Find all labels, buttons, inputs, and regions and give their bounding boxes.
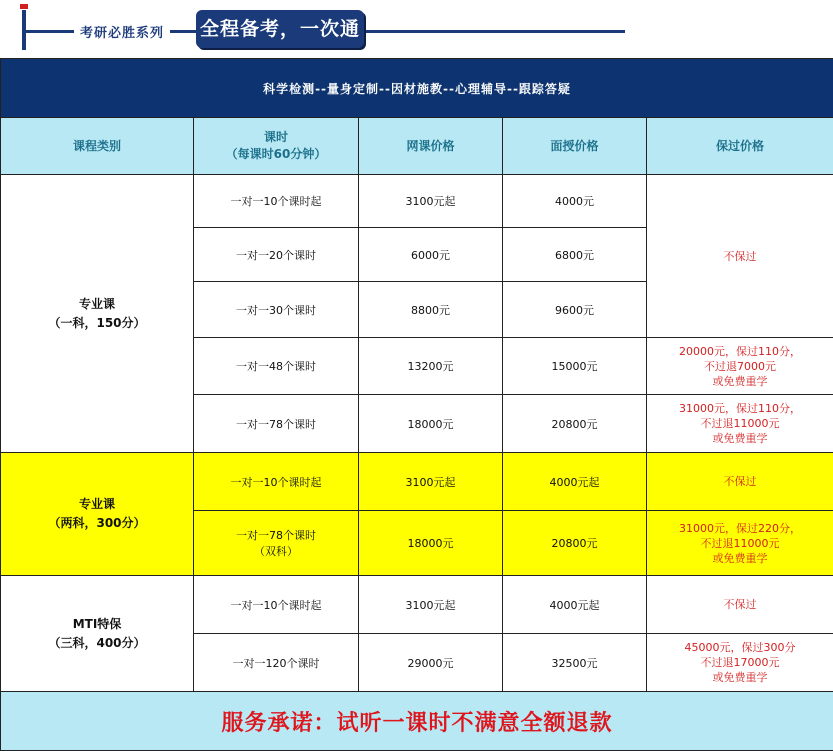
footer-row [1, 692, 833, 751]
category-cell [1, 175, 194, 453]
category-name: MTI特保 [72, 616, 122, 631]
table-row [1, 453, 833, 511]
inperson-price-cell: 4000元起 [503, 453, 647, 511]
header-guarantee: 保过价格 [647, 118, 833, 175]
online-price-cell: 6000元 [359, 228, 503, 282]
category-detail: （一科，150分） [48, 315, 146, 330]
guarantee-line: 或免费重学 [712, 671, 768, 684]
slogan-badge: 全程备考，一次通 [196, 10, 364, 48]
table-row [1, 175, 833, 228]
guarantee-cell [647, 511, 833, 576]
hours-cell: 一对一78个课时 [194, 395, 359, 453]
logo-dot [20, 4, 28, 9]
category-cell [1, 576, 194, 692]
online-price-cell: 3100元起 [359, 453, 503, 511]
guarantee-cell: 不保过 [647, 175, 833, 338]
inperson-price-cell: 4000元 [503, 175, 647, 228]
header-hours [194, 118, 359, 175]
hours-line: 一对一78个课时 [236, 529, 316, 542]
guarantee-line: 45000元，保过300分 [684, 641, 796, 654]
guarantee-line: 不过退7000元 [704, 359, 777, 373]
guarantee-line: 20000元，保过110分， [679, 344, 802, 358]
guarantee-line: 或免费重学 [712, 374, 768, 388]
guarantee-cell [647, 338, 833, 395]
header-online: 网课价格 [359, 118, 503, 175]
guarantee-cell [647, 395, 833, 453]
hours-cell: 一对一120个课时 [194, 634, 359, 692]
header-banner [0, 0, 833, 58]
guarantee-line: 不过退11000元 [700, 417, 780, 430]
header-hours-line1: 课时 [263, 130, 288, 144]
header-hours-line2: （每课时60分钟） [225, 147, 327, 161]
guarantee-cell [647, 634, 833, 692]
online-price-cell: 13200元 [359, 338, 503, 395]
hours-cell [194, 511, 359, 576]
subtitle: 科学检测--量身定制--因材施教--心理辅导--跟踪答疑 [1, 59, 833, 118]
online-price-cell: 8800元 [359, 282, 503, 338]
guarantee-line: 31000元，保过110分， [679, 402, 802, 415]
category-detail: （三科，400分） [48, 635, 146, 650]
guarantee-line: 31000元，保过220分， [679, 521, 802, 535]
online-price-cell: 29000元 [359, 634, 503, 692]
category-name: 专业课 [78, 296, 115, 311]
price-table [0, 58, 833, 751]
table-row [1, 576, 833, 634]
hours-cell: 一对一10个课时起 [194, 175, 359, 228]
online-price-cell: 3100元起 [359, 576, 503, 634]
guarantee-line: 不过退17000元 [700, 656, 780, 669]
header-category: 课程类别 [1, 118, 194, 175]
inperson-price-cell: 20800元 [503, 395, 647, 453]
category-name: 专业课 [78, 497, 115, 511]
hours-cell: 一对一48个课时 [194, 338, 359, 395]
hours-cell: 一对一30个课时 [194, 282, 359, 338]
guarantee-cell: 不保过 [647, 576, 833, 634]
hours-cell: 一对一10个课时起 [194, 576, 359, 634]
inperson-price-cell: 32500元 [503, 634, 647, 692]
online-price-cell: 3100元起 [359, 175, 503, 228]
category-cell [1, 453, 194, 576]
column-header-row [1, 118, 833, 175]
guarantee-line: 或免费重学 [712, 432, 768, 445]
category-detail: （两科，300分） [48, 516, 146, 530]
inperson-price-cell: 15000元 [503, 338, 647, 395]
online-price-cell: 18000元 [359, 395, 503, 453]
service-promise: 服务承诺：试听一课时不满意全额退款 [1, 692, 833, 751]
inperson-price-cell: 9600元 [503, 282, 647, 338]
inperson-price-cell: 4000元起 [503, 576, 647, 634]
guarantee-line: 不过退11000元 [700, 536, 780, 550]
hours-cell: 一对一20个课时 [194, 228, 359, 282]
inperson-price-cell: 20800元 [503, 511, 647, 576]
guarantee-line: 或免费重学 [712, 551, 768, 565]
inperson-price-cell: 6800元 [503, 228, 647, 282]
guarantee-cell: 不保过 [647, 453, 833, 511]
header-inperson: 面授价格 [503, 118, 647, 175]
online-price-cell: 18000元 [359, 511, 503, 576]
series-title: 考研必胜系列 [80, 26, 165, 41]
subtitle-row [1, 59, 833, 118]
logo-line [26, 30, 74, 33]
hours-cell: 一对一10个课时起 [194, 453, 359, 511]
hours-line-detail: （双科） [254, 545, 298, 558]
